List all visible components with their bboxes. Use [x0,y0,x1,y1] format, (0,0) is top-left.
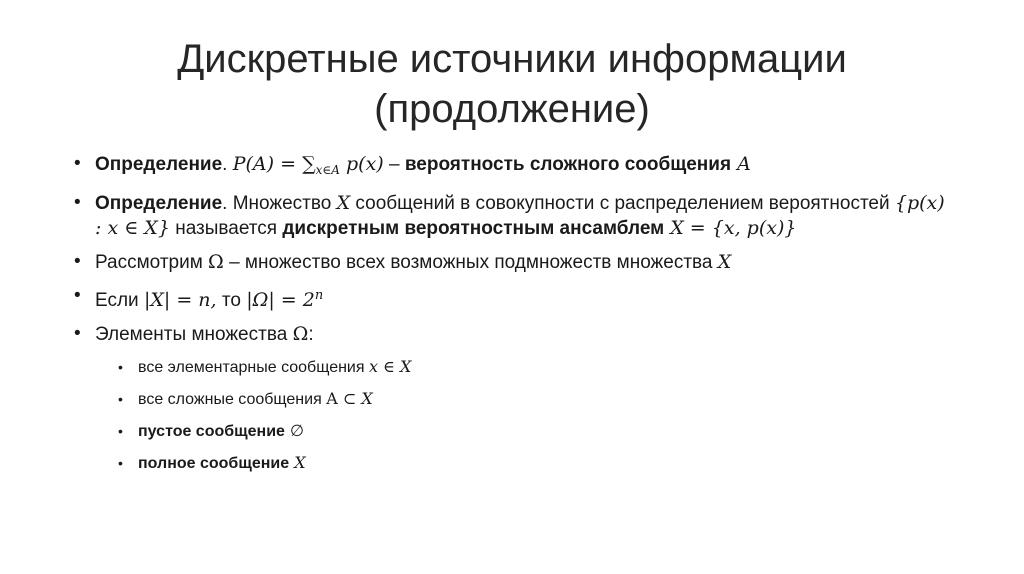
math-symbol: X [717,251,732,273]
text-fragment: Элементы множества [95,324,293,345]
bullet-icon: • [74,192,81,213]
formula-tail: p(x) [339,153,384,175]
slide-body [72,152,952,484]
bullet-icon: • [74,153,81,174]
math-symbol: X [289,453,306,472]
formula: |X| = n, [143,289,217,311]
list-item-cardinality [72,284,952,313]
text-fragment: . Множество [222,193,337,214]
list-item-definition-ensemble [72,191,952,241]
text-fragment: – множество всех возможных подмножеств множества [223,252,718,273]
math-symbol: Ω [292,323,309,345]
bold-term: полное сообщение [138,455,290,472]
slide-title-line-2: (продолжение) [374,87,650,131]
bullet-icon: • [74,285,81,306]
text-fragment: сообщений в совокупности с распределением вероятностей [350,193,895,214]
text-fragment: все элементарные сообщения [138,359,369,376]
text-fragment: Если [95,290,144,311]
formula: X = {x, p(x)} [664,217,797,239]
formula: {p(x) : x ∈ X} [95,192,945,239]
bullet-icon: • [118,455,123,471]
definition-label: Определение [95,193,223,214]
text-fragment: все сложные сообщения [138,391,327,408]
formula: ⊂ X [337,389,373,408]
text-fragment: то [216,290,247,311]
definition-label: Определение [95,154,223,175]
text-fragment: . [222,154,233,175]
bullet-icon: • [74,251,81,272]
sub-list-item-elementary [116,356,952,379]
formula: x ∈ X [368,357,412,376]
bullet-icon: • [74,323,81,344]
slide-title-line-1: Дискретные источники информации [177,37,847,81]
math-symbol: ∅ [284,421,304,440]
sub-bullet-list [116,356,952,475]
sub-list-item-full [116,452,952,475]
sub-list-item-complex [116,388,952,411]
bullet-icon: • [118,391,123,407]
bold-term: вероятность сложного сообщения [404,154,732,175]
dash: – [383,154,405,175]
bold-term: пустое сообщение [138,423,285,440]
math-symbol: A [731,153,751,175]
text-fragment: : [308,324,314,345]
formula-subscript: x∈A [315,163,340,177]
bullet-list [72,152,952,347]
bullet-icon: • [118,359,123,375]
list-item-elements [72,322,952,347]
bold-term: дискретным вероятностным ансамблем [282,218,665,239]
text-fragment: называется [169,218,283,239]
list-item-omega [72,250,952,275]
bullet-icon: • [118,423,123,439]
formula: |Ω| = 2 [246,289,315,311]
sub-list-item-empty [116,420,952,443]
math-symbol: A [326,389,338,408]
math-symbol: X [336,192,351,214]
formula: P(A) = ∑ [232,153,316,175]
math-symbol: Ω [208,251,224,273]
slide-title [80,34,944,134]
list-item-definition-probability [72,152,952,182]
formula-superscript: n [314,288,324,303]
text-fragment: Рассмотрим [95,252,209,273]
